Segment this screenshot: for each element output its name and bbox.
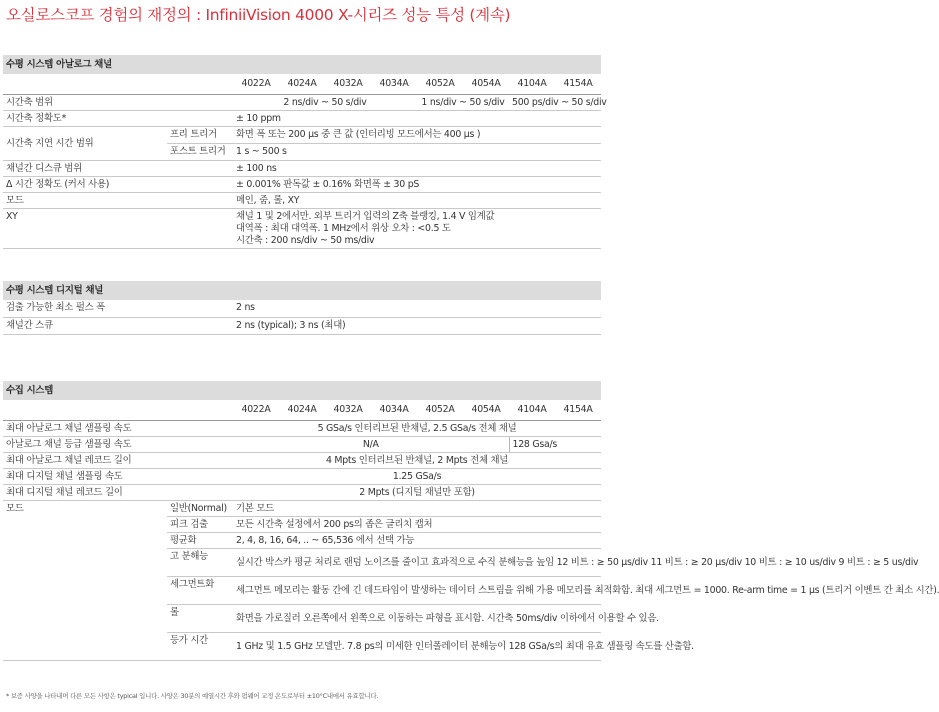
row-value: ± 100 ns [233, 161, 601, 177]
table-row [3, 469, 601, 485]
row-value: 대역폭 : 최대 대역폭. 1 MHz에서 위상 오차 : <0.5 도 [236, 222, 451, 234]
model-label: 4052A [417, 74, 463, 95]
row-label: 최대 아날로그 채널 레코드 길이 [3, 453, 233, 469]
mode-name: 일반(Normal) [167, 501, 233, 517]
table-row [3, 209, 601, 249]
horizontal-analog-table [3, 55, 607, 249]
row-value: 화면 폭 또는 200 μs 중 큰 값 (인터리빙 모드에서는 400 μs ) [233, 127, 601, 144]
row-value: 4 Mpts 인터리브된 반채널, 2 Mpts 전체 채널 [233, 453, 601, 469]
row-value: 2 ns (typical); 3 ns (최대) [233, 317, 601, 334]
model-label: 4154A [555, 74, 601, 95]
row-label: 최대 디지털 채널 레코드 길이 [3, 485, 233, 501]
table-row [3, 193, 601, 209]
model-header-row [3, 74, 601, 95]
model-label: 4032A [325, 74, 371, 95]
mode-name: 세그먼트화 [167, 577, 233, 605]
row-label: 채널간 스큐 [3, 317, 233, 334]
mode-desc: 실시간 박스카 평균 처리로 랜덤 노이즈를 줄이고 효과적으로 수직 분해능을 높임 12 비트 : ≥ 50 μs/div 11 비트 : ≥ 20 μs/div 10 비트 : ≥ 10 us/div 9 비트 : ≥ 5 us/div [233, 549, 601, 577]
row-value: 128 Gsa/s [509, 437, 601, 453]
table-row [3, 437, 601, 453]
model-label: 4034A [371, 74, 417, 95]
row-value: ± 10 ppm [233, 111, 601, 127]
row-label: Δ 시간 정확도 (커서 사용) [3, 177, 233, 193]
mode-desc: 세그먼트 메모리는 활동 간에 긴 데드타임이 발생하는 데이터 스트림을 위해 가용 메모리를 최적화함. 최대 세그먼트 = 1000. Re-arm time = 1 μs (트리거 이벤트 간 최소 시간). [233, 577, 601, 605]
mode-name: 고 분해능 [167, 549, 233, 577]
horizontal-digital-table [3, 281, 601, 335]
table-row [3, 453, 601, 469]
table-row [3, 300, 601, 317]
model-header-row [3, 400, 601, 421]
row-label: 시간축 지연 시간 범위 [3, 127, 167, 161]
row-label: 최대 아날로그 채널 샘플링 속도 [3, 421, 233, 437]
mode-desc: 2, 4, 8, 16, 64, .. ~ 65,536 에서 선택 가능 [233, 533, 601, 549]
mode-name: 등가 시간 [167, 633, 233, 661]
table-row [3, 421, 601, 437]
row-label: 시간축 정확도* [3, 111, 233, 127]
table-row [3, 485, 601, 501]
acquisition-table [3, 381, 939, 661]
row-value: 2 ns [233, 300, 601, 317]
table-row [3, 177, 601, 193]
section-header: 수평 시스템 디지털 채널 [3, 281, 601, 300]
model-label: 4032A [325, 400, 371, 421]
table-row [3, 127, 601, 144]
row-value: N/A [233, 437, 509, 453]
row-label: 검출 가능한 최소 펄스 폭 [3, 300, 233, 317]
row-label: 채널간 디스큐 범위 [3, 161, 233, 177]
mode-desc: 기본 모드 [233, 501, 601, 517]
row-value: ± 0.001% 판독값 ± 0.16% 화면폭 ± 30 pS [233, 177, 601, 193]
row-value: 5 GSa/s 인터리브된 반채널, 2.5 GSa/s 전체 채널 [233, 421, 601, 437]
mode-name: 롤 [167, 605, 233, 633]
model-label: 4054A [463, 400, 509, 421]
table-row [3, 95, 601, 111]
model-label: 4154A [555, 400, 601, 421]
model-label: 4054A [463, 74, 509, 95]
row-value: 2 ns/div ~ 50 s/div [233, 95, 417, 111]
mode-name: 평균화 [167, 533, 233, 549]
footnote: * 보증 사양을 나타내며 다른 모든 사항은 typical 입니다. 사양은 30분의 예열시간 후와 펌웨어 교정 온도로부터 ±10°C내에서 유효합니다. [6, 692, 379, 700]
row-value: 시간축 : 200 ns/div ~ 50 ms/div [236, 234, 375, 246]
row-value: 1 ns/div ~ 50 s/div [417, 95, 509, 111]
page-title: 오실로스코프 경험의 재정의 : InfiniiVision 4000 X-시리즈 성능 특성 (계속) [6, 6, 511, 24]
row-label: XY [3, 209, 233, 249]
section-header: 수평 시스템 아날로그 채널 [3, 55, 601, 74]
model-label: 4104A [509, 74, 555, 95]
mode-desc: 화면을 가로질러 오른쪽에서 왼쪽으로 이동하는 파형을 표시함. 시간축 50ms/div 이하에서 이용할 수 있음. [233, 605, 601, 633]
row-label: 모드 [3, 501, 167, 661]
model-label: 4104A [509, 400, 555, 421]
row-label: 아날로그 채널 등급 샘플링 속도 [3, 437, 233, 453]
table-row [3, 111, 601, 127]
row-value: 1.25 GSa/s [233, 469, 601, 485]
model-label: 4024A [279, 400, 325, 421]
mode-desc: 1 GHz 및 1.5 GHz 모델만. 7.8 ps의 미세한 인터폴레이터 분해능이 128 GSa/s의 최대 유효 샘플링 속도를 산출함. [233, 633, 601, 661]
table-row [3, 501, 601, 517]
row-value: 500 ps/div ~ 50 s/div [509, 95, 601, 111]
row-label: 최대 디지털 채널 샘플링 속도 [3, 469, 233, 485]
model-label: 4022A [233, 74, 279, 95]
model-label: 4052A [417, 400, 463, 421]
model-label: 4034A [371, 400, 417, 421]
row-sublabel: 프리 트리거 [167, 127, 233, 144]
model-label: 4024A [279, 74, 325, 95]
mode-desc: 모든 시간축 설정에서 200 ps의 좁은 글리치 캡처 [233, 517, 601, 533]
row-value: 채널 1 및 2에서만. 외부 트리거 입력의 Z축 블랭킹, 1.4 V 임계값 [236, 210, 495, 222]
row-sublabel: 포스트 트리거 [167, 144, 233, 161]
row-value: 메인, 줌, 롤, XY [233, 193, 601, 209]
section-header: 수집 시스템 [3, 381, 601, 400]
row-label: 모드 [3, 193, 233, 209]
mode-name: 피크 검출 [167, 517, 233, 533]
table-row [3, 161, 601, 177]
table-row [3, 317, 601, 334]
row-value: 1 s ~ 500 s [233, 144, 601, 161]
row-label: 시간축 범위 [3, 95, 233, 111]
model-label: 4022A [233, 400, 279, 421]
row-value: 2 Mpts (디지털 채널만 포함) [233, 485, 601, 501]
